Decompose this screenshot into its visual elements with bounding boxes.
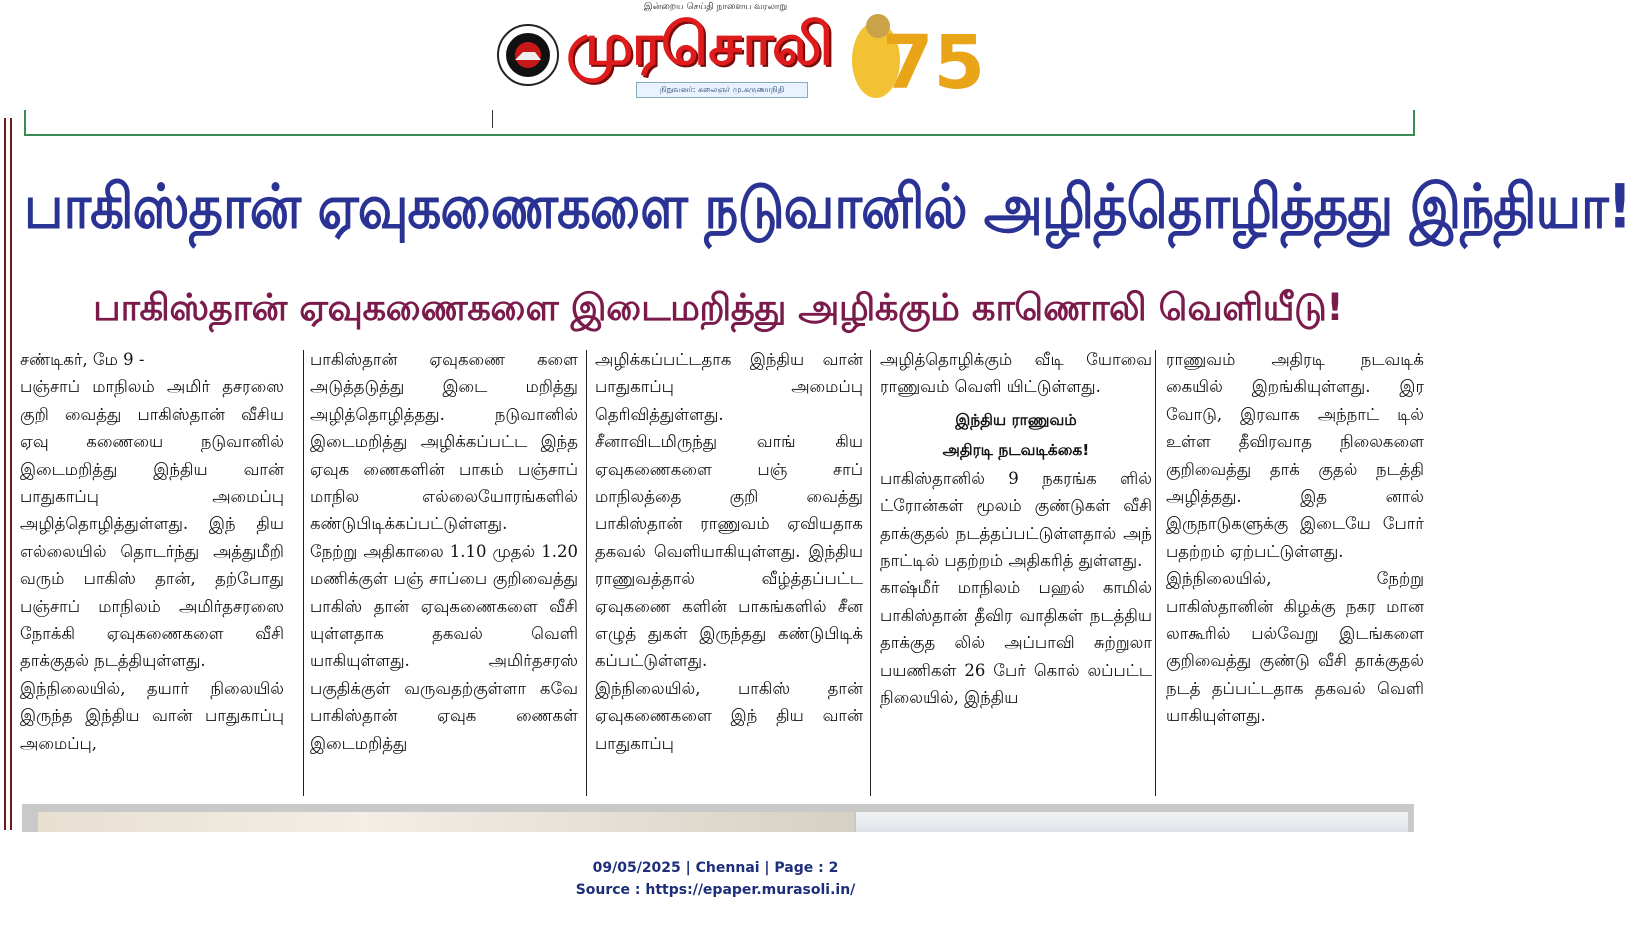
masthead <box>0 0 1431 110</box>
page-border-left <box>4 118 6 830</box>
top-box-frame <box>24 110 1415 136</box>
column-text: அழிக்கப்பட்டதாக இந்திய வான் பாதுகாப்பு அமைப்பு தெரிவித்துள்ளது. சீனாவிடமிருந்து வாங் கிய ஏவுகணைகளை பஞ் சாப் மாநிலத்தை குறி வைத்து பாகிஸ்தான் ராணுவம் ஏவியதாக தகவல் வெளியாகியுள்ளது. இந்திய ராணுவத்தால் வீழ்த்தப்பட்ட ஏவுகணை களின் பாகங்களில் சீன எழுத் துகள் இருந்தது கண்டுபிடிக் கப்பட்டுள்ளது. இந்நிலையில், பாகிஸ் தான் ஏவுகணைகளை இந் திய வான் பாதுகாப்பு <box>595 350 863 753</box>
column-text: ராணுவம் அதிரடி நடவடிக் கையில் இறங்கியுள்ளது. இர வோடு, இரவாக அந்நாட் டில் உள்ள தீவிரவாத நிலைகளை குறிவைத்து தாக் குதல் நடத்தி அழித்தது. இத னால் இருநாடுகளுக்கு இடையே போர் பதற்றம் ஏற்பட்டுள்ளது. இந்நிலையில், நேற்று பாகிஸ்தானின் கிழக்கு நகர மான லாகூரில் பல்வேறு இடங்களை குறிவைத்து குண்டு வீசி தாக்குதல் நடத் தப்பட்டதாக தகவல் வெளி யாகியுள்ளது. <box>1166 350 1424 726</box>
column-text: சண்டிகர், மே 9 - பஞ்சாப் மாநிலம் அமிர் தசரஸை குறி வைத்து பாகிஸ்தான் வீசிய ஏவு கணையை நடுவானில் இடைமறித்து இந்திய வான் பாதுகாப்பு அமைப்பு அழித்தொழித்துள்ளது. இந் திய எல்லையில் தொடர்ந்து அத்துமீறி வரும் பாகிஸ் தான், தற்போது பஞ்சாப் மாநிலம் அமிர்தசரஸை நோக்கி ஏவுகணைகளை வீசி தாக்குதல் நடத்தியுள்ளது. இந்நிலையில், தயார் நிலையில் இருந்த இந்திய வான் பாதுகாப்பு அமைப்பு, <box>20 350 284 753</box>
murasoli-logo: முரசொலி <box>566 10 832 78</box>
section-subheading-line-2: அதிரடி நடவடிக்கை! <box>942 440 1090 459</box>
article-column-5 <box>1166 346 1424 730</box>
article-body <box>20 346 1424 802</box>
column-text: பாகிஸ்தானில் 9 நகரங்க ளில் ட்ரோன்கள் மூலம் குண்டுகள் வீசி தாக்குதல் நடத்தப்பட்டுள்ளதால் அந் நாட்டில் பதற்றம் அதிகரித் துள்ளது. காஷ்மீர் மாநிலம் பஹல் காமில் பாகிஸ்தான் தீவிர வாதிகள் நடத்திய தாக்குத லில் அப்பாவி சுற்றுலா பயணிகள் 26 பேர் கொல் லப்பட்ட நிலையில், இந்திய <box>880 468 1152 708</box>
page-border-left-inner <box>10 118 12 830</box>
article-headline: பாகிஸ்தான் ஏவுகணைகளை நடுவானில் அழித்தொழித்தது இந்தியா! <box>24 172 1631 243</box>
masthead-tagline: இன்றைய செய்தி நாளைய வரலாறு <box>643 2 788 12</box>
section-subheading-line-1: இந்திய ராணுவம் <box>955 410 1077 429</box>
rising-sun-emblem-icon <box>495 22 561 88</box>
footer-date-page: 09/05/2025 | Chennai | Page : 2 <box>592 860 839 876</box>
logo-subtitle: நிறுவனர்: கலைஞர் மு.கருணாநிதி <box>636 82 808 98</box>
anniversary-75-badge <box>848 6 985 106</box>
article-column-3 <box>595 346 863 757</box>
column-text: பாகிஸ்தான் ஏவுகணை களை அடுத்தடுத்து இடை மறித்து அழித்தொழித்தது. நடுவானில் இடைமறித்து அழிக்கப்பட்ட இந்த ஏவுக ணைகளின் பாகம் பஞ்சாப் மாநில எல்லையோரங்களில் கண்டுபிடிக்கப்பட்டுள்ளது. நேற்று அதிகாலை 1.10 முதல் 1.20 மணிக்குள் பஞ் சாப்பை குறிவைத்து பாகிஸ் தான் ஏவுகணைகளை வீசி யுள்ளதாக தகவல் வெளி யாகியுள்ளது. அமிர்தசரஸ் பகுதிக்குள் வருவதற்குள்ளா கவே பாகிஸ்தான் ஏவுக ணைகள் இடைமறித்து <box>310 350 578 753</box>
footer-source: Source : https://epaper.murasoli.in/ <box>575 882 856 898</box>
article-column-4 <box>880 346 1152 711</box>
article-column-1 <box>20 346 284 757</box>
video-still-photo <box>38 812 854 832</box>
anniversary-number: 75 <box>882 20 985 106</box>
article-subheadline: பாகிஸ்தான் ஏவுகணைகளை இடைமறித்து அழிக்கும் காணொலி வெளியீடு! <box>93 286 1343 329</box>
article-column-2 <box>310 346 578 757</box>
section-subheading <box>880 405 1152 465</box>
screenshot-photo <box>856 812 1408 832</box>
divider-tick <box>492 110 493 128</box>
column-text: அழித்தொழிக்கும் வீடி யோவை ராணுவம் வெளி யிட்டுள்ளது. <box>880 350 1152 397</box>
